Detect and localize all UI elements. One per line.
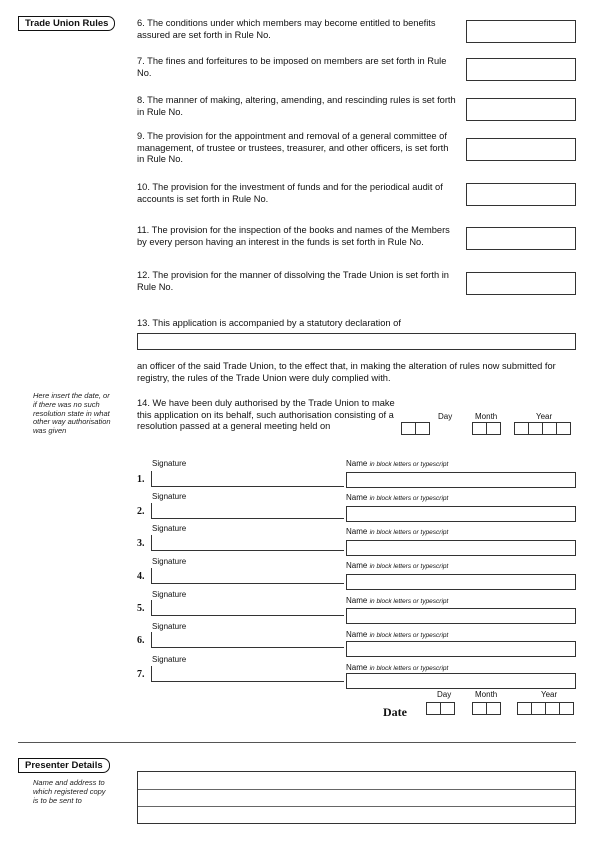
date-label-day: Day	[437, 690, 452, 699]
rule-no-field-11[interactable]	[466, 227, 576, 250]
name-label	[346, 527, 448, 536]
name-label-text: Name	[346, 527, 368, 536]
side-note-authorisation: Here insert the date, or if there was no such resolution state in what other way authorisation was given	[33, 391, 111, 436]
date-label-year: Year	[536, 412, 553, 421]
question-13-continuation: an officer of the said Trade Union, to the effect that, in making the alteration of rules now submitted for registry, the rules of the Trade Union were duly complied with.	[137, 361, 556, 383]
date-year-digit-2[interactable]	[531, 702, 546, 715]
name-label	[346, 459, 448, 468]
question-11: 11. The provision for the inspection of the books and names of the Members by every person having an interest in the funds is set forth in Rule No.	[137, 225, 450, 247]
question-6: 6. The conditions under which members may become entitled to benefits assured are set forth in Rule No.	[137, 18, 436, 40]
meeting-year-digit-1[interactable]	[514, 422, 529, 435]
name-label-text: Name	[346, 596, 368, 605]
name-label-text: Name	[346, 630, 368, 639]
meeting-year-digit-3[interactable]	[542, 422, 557, 435]
meeting-day-digit-2[interactable]	[415, 422, 430, 435]
date-label-year: Year	[541, 690, 558, 699]
name-field-4[interactable]	[346, 574, 576, 590]
signature-number: 2.	[137, 506, 145, 517]
name-label-text: Name	[346, 663, 368, 672]
name-hint: in block letters or typescript	[369, 665, 449, 672]
signature-label: Signature	[152, 557, 187, 566]
signature-label: Signature	[152, 459, 187, 468]
name-label-text: Name	[346, 459, 368, 468]
date-label-month: Month	[475, 690, 498, 699]
meeting-month-digit-1[interactable]	[472, 422, 487, 435]
question-9: 9. The provision for the appointment and removal of a general committee of management, of trustee or trustees, treasurer, and other officers, is set forth in Rule No.	[137, 131, 449, 165]
presenter-note: Name and address to which registered copy is to be sent to	[33, 778, 106, 805]
rule-no-field-10[interactable]	[466, 183, 576, 206]
date-label-day: Day	[438, 412, 453, 421]
meeting-day-digit-1[interactable]	[401, 422, 416, 435]
date-year-digit-4[interactable]	[559, 702, 574, 715]
signature-label: Signature	[152, 524, 187, 533]
signature-label: Signature	[152, 622, 187, 631]
section-tab-presenter-details: Presenter Details	[18, 758, 110, 773]
date-day-digit-2[interactable]	[440, 702, 455, 715]
name-field-7[interactable]	[346, 673, 576, 689]
date-year-digit-3[interactable]	[545, 702, 560, 715]
meeting-year-digit-4[interactable]	[556, 422, 571, 435]
address-line	[138, 806, 575, 807]
question-12: 12. The provision for the manner of dissolving the Trade Union is set forth in Rule No.	[137, 270, 449, 292]
signature-number: 5.	[137, 603, 145, 614]
date-label-month: Month	[475, 412, 498, 421]
date-day-digit-1[interactable]	[426, 702, 441, 715]
signature-number: 7.	[137, 669, 145, 680]
rule-no-field-8[interactable]	[466, 98, 576, 121]
signature-field-1[interactable]	[151, 471, 344, 487]
section-tab-trade-union-rules: Trade Union Rules	[18, 16, 115, 31]
rule-no-field-6[interactable]	[466, 20, 576, 43]
signature-label: Signature	[152, 655, 187, 664]
name-hint: in block letters or typescript	[369, 529, 449, 536]
name-hint: in block letters or typescript	[369, 495, 449, 502]
signature-field-4[interactable]	[151, 568, 344, 584]
name-hint: in block letters or typescript	[369, 461, 449, 468]
signature-number: 4.	[137, 571, 145, 582]
name-label	[346, 630, 448, 639]
signature-label: Signature	[152, 492, 187, 501]
question-8: 8. The manner of making, altering, amending, and rescinding rules is set forth in Rule No.	[137, 95, 456, 117]
name-hint: in block letters or typescript	[369, 563, 449, 570]
signature-field-5[interactable]	[151, 600, 344, 616]
meeting-month-digit-2[interactable]	[486, 422, 501, 435]
rule-no-field-7[interactable]	[466, 58, 576, 81]
date-label: Date	[383, 705, 407, 719]
name-label	[346, 596, 448, 605]
name-field-1[interactable]	[346, 472, 576, 488]
declaration-officer-field[interactable]	[137, 333, 576, 350]
address-line	[138, 789, 575, 790]
signature-field-7[interactable]	[151, 666, 344, 682]
signature-field-6[interactable]	[151, 632, 344, 648]
name-label-text: Name	[346, 493, 368, 502]
signature-label: Signature	[152, 590, 187, 599]
presenter-address-box[interactable]	[137, 771, 576, 824]
date-month-digit-1[interactable]	[472, 702, 487, 715]
date-month-digit-2[interactable]	[486, 702, 501, 715]
name-field-5[interactable]	[346, 608, 576, 624]
rule-no-field-12[interactable]	[466, 272, 576, 295]
name-field-6[interactable]	[346, 641, 576, 657]
question-10: 10. The provision for the investment of funds and for the periodical audit of accounts is set forth in Rule No.	[137, 182, 443, 204]
question-14: 14. We have been duly authorised by the Trade Union to make this application on its behalf, such authorisation consisting of a resolution passed at a general meeting held on	[137, 398, 395, 432]
signature-number: 3.	[137, 538, 145, 549]
signature-number: 1.	[137, 474, 145, 485]
name-field-2[interactable]	[346, 506, 576, 522]
section-divider	[18, 742, 576, 743]
date-year-digit-1[interactable]	[517, 702, 532, 715]
name-hint: in block letters or typescript	[369, 632, 449, 639]
name-label	[346, 493, 448, 502]
signature-field-3[interactable]	[151, 535, 344, 551]
question-7: 7. The fines and forfeitures to be imposed on members are set forth in Rule No.	[137, 56, 447, 78]
name-hint: in block letters or typescript	[369, 598, 449, 605]
name-label-text: Name	[346, 561, 368, 570]
name-label	[346, 561, 448, 570]
name-label	[346, 663, 448, 672]
rule-no-field-9[interactable]	[466, 138, 576, 161]
signature-number: 6.	[137, 635, 145, 646]
question-13: 13. This application is accompanied by a statutory declaration of	[137, 318, 401, 328]
meeting-year-digit-2[interactable]	[528, 422, 543, 435]
signature-field-2[interactable]	[151, 503, 344, 519]
name-field-3[interactable]	[346, 540, 576, 556]
